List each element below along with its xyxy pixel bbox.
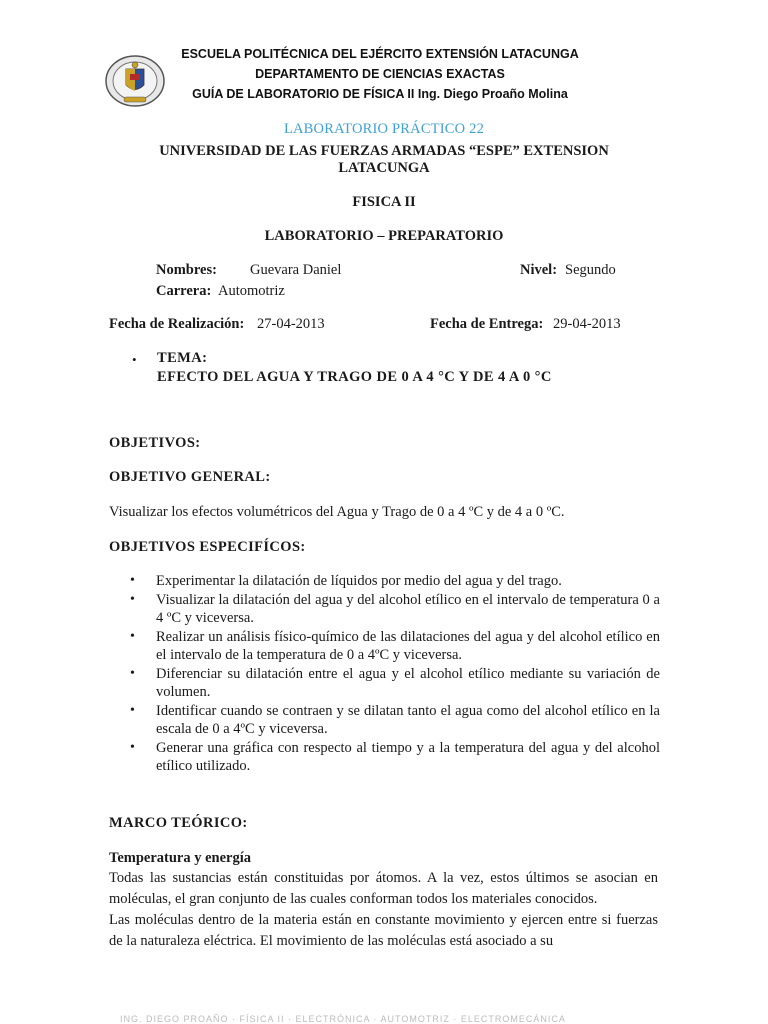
subject-title: FISICA II [352,194,416,210]
header-line-guide: GUÍA DE LABORATORIO DE FÍSICA II Ing. Diego Proaño Molina [192,87,568,101]
institution-seal-logo [104,54,166,108]
objetivo-general-heading: OBJETIVO GENERAL: [109,469,271,485]
list-item: • Visualizar la dilatación del agua y del alcohol etílico en el intervalo de temperatura 0 a 4 ºC y viceversa. [130,591,660,628]
marco-paragraph-1: Todas las sustancias están constituidas por átomos. A la vez, estos últimos se asocian en moléculas, el gran conjunto de las cuales conforman todos los materiales conocidos. [109,870,658,907]
marco-paragraph-2: Las moléculas dentro de la materia están en constante movimiento y ejercen entre si fuerzas de la naturaleza eléctrica. El movimiento de las moléculas está asociado a su [109,912,658,949]
lab-title: LABORATORIO PRÁCTICO 22 [283,121,485,137]
list-item: • Experimentar la dilatación de líquidos por medio del agua y del trago. [130,572,660,591]
marco-teorico-heading: MARCO TEÓRICO: [109,815,248,831]
university-title: UNIVERSIDAD DE LAS FUERZAS ARMADAS “ESPE” EXTENSION LATACUNGA [159,143,609,176]
list-item: • Realizar un análisis físico-químico de las dilataciones del agua y del alcohol etílico en el intervalo de la temperatura de 0 a 4ºC y viceversa. [130,628,660,665]
nivel-label: Nivel: [520,262,558,278]
page-footer: ING. DIEGO PROAÑO · FÍSICA II · ELECTRÓNICA · AUTOMOTRIZ · ELECTROMECÁNICA [120,1014,566,1024]
header-line-department: DEPARTAMENTO DE CIENCIAS EXACTAS [255,67,505,81]
fecha-realizacion-value: 27-04-2013 [257,316,325,332]
objetivos-heading: OBJETIVOS: [109,435,201,451]
lab-type-title: LABORATORIO – PREPARATORIO [264,228,504,244]
nombres-label: Nombres: [156,262,217,278]
objetivo-general-text: Visualizar los efectos volumétricos del Agua y Trago de 0 a 4 ºC y de 4 a 0 ºC. [109,504,565,520]
list-item: • Generar una gráfica con respecto al tiempo y a la temperatura del agua y del alcohol etílico utilizado. [130,739,660,776]
fecha-entrega-label: Fecha de Entrega: [430,316,544,332]
institution-header [160,44,600,104]
list-item: • Identificar cuando se contraen y se dilatan tanto el agua como del alcohol etílico en la escala de 0 a 4ºC y viceversa. [130,702,660,739]
tema-title: EFECTO DEL AGUA Y TRAGO DE 0 A 4 °C Y DE 4 A 0 °C [157,369,552,385]
objetivos-especificos-list [130,572,660,776]
objetivos-especificos-heading: OBJETIVOS ESPECIFÍCOS: [109,539,306,555]
nombres-value: Guevara Daniel [250,262,342,278]
fecha-entrega-value: 29-04-2013 [553,316,621,332]
carrera-label: Carrera: [156,283,212,299]
fecha-realizacion-label: Fecha de Realización: [109,316,245,332]
header-line-institution: ESCUELA POLITÉCNICA DEL EJÉRCITO EXTENSIÓN LATACUNGA [181,47,579,61]
carrera-value: Automotriz [218,283,285,299]
list-item: • Diferenciar su dilatación entre el agua y el alcohol etílico mediante su variación de volumen. [130,665,660,702]
tema-bullet: • [132,352,137,367]
nivel-value: Segundo [565,262,616,278]
tema-label: TEMA: [157,350,208,366]
temperatura-energia-subheading: Temperatura y energía [109,850,252,866]
